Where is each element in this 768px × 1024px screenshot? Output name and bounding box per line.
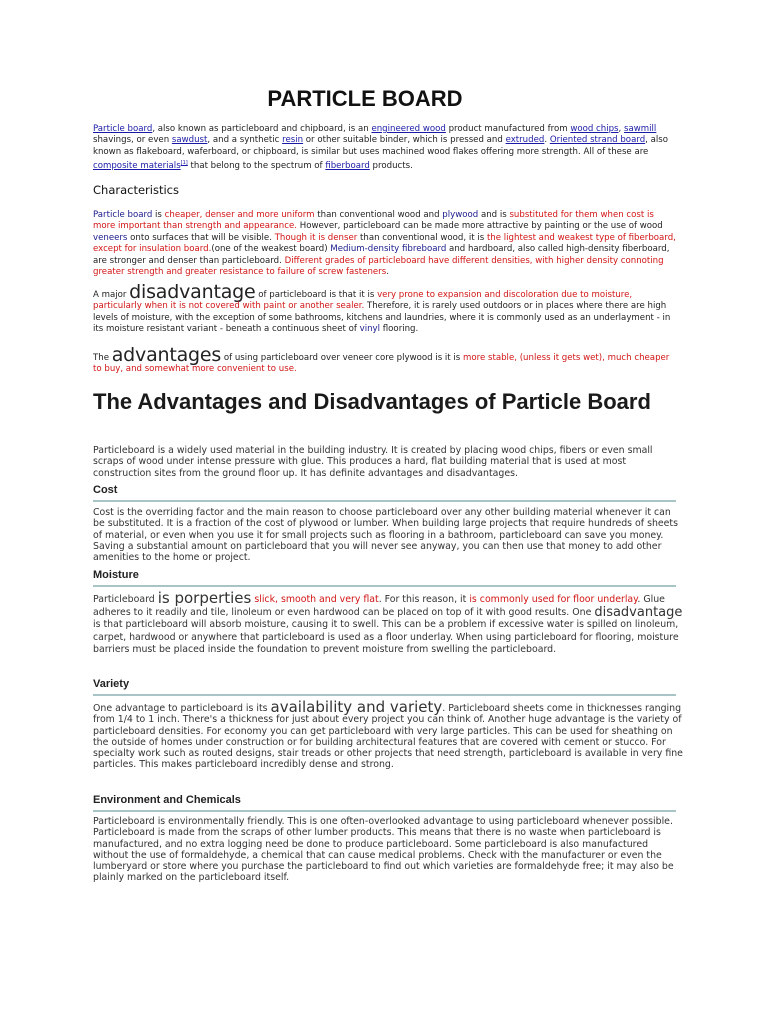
advantages-paragraph xyxy=(93,344,676,376)
disadvantage-paragraph xyxy=(93,281,676,336)
variety-span: . Particleboard sheets come in thicknesses ranging from 1/4 to 1 inch. There's a thickness for just about every project you can think of. Another huge advantage is the variety of particleboard densities. For economy you can get particleboard with very large particles. This can be used for sheathing on the outside of homes under construction or for building architectural features that are covered with cement or stucco. For specialty work such as routed designs, stair treads or other projects that need strength, particleboard is available in very fine particles. This makes particleboard incredibly dense and strong. xyxy=(93,703,683,771)
moisture-text xyxy=(93,589,683,657)
link-sawmill[interactable]: sawmill xyxy=(624,124,657,134)
moisture-span: is that particleboard will absorb moisture, causing it to swell. This can be a problem if excessive water is spilled on linoleum, carpet, hardwood or anywhere that particleboard is used as a floor underlay. When using particleboard for flooring, moisture barriers must be placed inside the foundation to prevent moisture from swelling the particleboard. xyxy=(93,619,679,656)
char-text: However, particleboard can be made more attractive by painting or the use of wood xyxy=(297,221,663,232)
moisture-heading: Moisture xyxy=(93,569,139,581)
link-particle-board[interactable]: Particle board xyxy=(93,124,153,134)
cost-text: Cost is the overriding factor and the main reason to choose particleboard over any other building material whenever it can be substituted. It is a fraction of the cost of plywood or lumber. When building large projects that require hundreds of sheets of material, or even when you use it for small projects such as flooring in a bathroom, particleboard can save you money. Saving a substantial amount on particleboard that you will never see anyway, you can then use that money to add other amenities to the home or project. xyxy=(93,507,678,564)
term-mdf: Medium-density fibreboard xyxy=(330,244,447,255)
environment-heading: Environment and Chemicals xyxy=(93,794,241,806)
highlight-text: cheaper, denser and more uniform xyxy=(164,210,315,220)
variety-text xyxy=(93,698,683,771)
term-plywood: plywood xyxy=(442,210,479,220)
link-wood-chips[interactable]: wood chips xyxy=(570,124,619,134)
adv-text: of using particleboard over veneer core plywood is it is xyxy=(221,353,463,363)
highlight-text: more stable, (unless it gets wet), much cheaper to buy, and somewhat more convenient to use. xyxy=(93,353,670,375)
environment-text: Particleboard is environmentally friendly. This is one often-overlooked advantage to using particleboard whenever possible. Particleboard is made from the scraps of other lumber products. This means that there is no waste when particleboard is manufactured, and no extra logging need be done to produce particleboard. Some particleboard is also manufactured without the use of formaldehyde, a chemical that can cause medical problems. Check with the manufacturer or even the lumberyard or store where you purchase the particleboard to find out which varieties are formaldehyde free; it may also be plainly marked on the particleboard itself. xyxy=(93,816,674,884)
char-text: and is xyxy=(478,210,510,220)
moisture-span: Particleboard xyxy=(93,594,158,605)
characteristics-heading: Characteristics xyxy=(93,183,179,197)
char-text: is xyxy=(152,210,165,220)
intro-text: , also known as particleboard and chipboard, is an xyxy=(152,124,372,134)
intro-text: , also known as flakeboard, waferboard, or chipboard, is similar but uses machined wood flakes offering more strength. All of these are xyxy=(93,135,669,157)
intro-paragraph xyxy=(93,124,676,172)
link-sawdust[interactable]: sawdust xyxy=(171,135,208,146)
intro-text: , xyxy=(618,124,625,134)
highlight-text: slick, smooth and very flat xyxy=(254,594,379,605)
highlight-text: substituted for them when cost is more important than strength and appearance. xyxy=(93,210,654,232)
highlight-text: Different grades of particleboard have different densities, with higher density connoting greater strength and greater resistance to failure of screw fasteners xyxy=(93,255,664,278)
link-engineered-wood[interactable]: engineered wood xyxy=(371,124,446,134)
disadv-text: of particleboard is that it is xyxy=(255,290,378,300)
availability-large-text: availability and variety xyxy=(270,698,443,716)
article-heading: The Advantages and Disadvantages of Particle Board xyxy=(93,389,651,414)
disadvantage-large-word: disadvantage xyxy=(129,281,256,303)
term-particle-board: Particle board xyxy=(93,210,153,220)
char-text: . xyxy=(386,267,389,278)
intro-text: or other suitable binder, which is pressed and xyxy=(303,135,506,146)
intro-text: , and a synthetic xyxy=(207,135,283,146)
char-text: onto surfaces that will be visible. xyxy=(127,232,275,243)
char-text: (one of the weakest board) xyxy=(211,244,331,255)
variety-heading: Variety xyxy=(93,678,130,690)
adv-text: The xyxy=(93,353,112,363)
moisture-span: . For this reason, it xyxy=(378,594,470,605)
article-intro: Particleboard is a widely used material in the building industry. It is created by placing wood chips, fibers or even small scraps of wood under intense pressure with glue. This produces a hard, flat building material that is used at most construction sites from the ground floor up. It has definite advantages and disadvantages. xyxy=(93,445,653,479)
link-fiberboard[interactable]: fiberboard xyxy=(325,161,370,172)
characteristics-paragraph xyxy=(93,210,676,278)
section-divider xyxy=(93,585,676,587)
highlight-text: is commonly used for floor underlay xyxy=(469,594,638,605)
disadv-text: A major xyxy=(93,290,130,300)
char-text: than conventional wood and xyxy=(314,210,443,220)
variety-span: One advantage to particleboard is its xyxy=(93,703,271,714)
intro-text: that belong to the spectrum of xyxy=(187,161,326,172)
section-divider xyxy=(93,694,676,696)
section-divider xyxy=(93,500,676,502)
intro-text: product manufactured from xyxy=(445,124,571,134)
link-extruded[interactable]: extruded xyxy=(505,135,545,146)
intro-text: . xyxy=(544,135,550,146)
char-text: and hardboard, also called high-density fiberboard, are stronger and denser than particleboard. xyxy=(93,244,670,266)
disadvantage-large-text: disadvantage xyxy=(594,604,683,620)
highlight-text: the lightest and weakest type of fiberboard, except for insulation board. xyxy=(93,232,676,255)
intro-text: products. xyxy=(369,161,413,172)
advantages-large-word: advantages xyxy=(111,344,222,366)
section-divider xyxy=(93,810,676,812)
term-veneers: veneers xyxy=(93,232,128,243)
disadv-text: Therefore, it is rarely used outdoors or in places where there are high levels of moisture, with the exception of some bathrooms, kitchens and laundries, where it is commonly used as an underlayment - in its moisture resistant variant - beneath a continuous sheet of xyxy=(93,301,671,335)
highlight-text: very prone to expansion and discoloration due to moisture, particularly when it is not covered with paint or another sealer. xyxy=(93,290,633,312)
moisture-span: . Glue adheres to it readily and tile, linoleum or even hardwood can be placed on top of it with good results. One xyxy=(93,594,665,618)
term-vinyl: vinyl xyxy=(359,324,381,335)
page-title: PARTICLE BOARD xyxy=(267,86,463,111)
porperties-large-text: is porperties xyxy=(157,589,252,607)
char-text: than conventional wood, it is xyxy=(357,232,487,243)
citation-link[interactable]: [1] xyxy=(180,160,188,167)
intro-text: shavings, or even xyxy=(93,135,172,146)
link-oriented-strand-board[interactable]: Oriented strand board xyxy=(549,135,646,146)
cost-heading: Cost xyxy=(93,484,118,496)
link-composite-materials[interactable]: composite materials xyxy=(93,161,181,172)
disadv-text: flooring. xyxy=(380,324,419,335)
highlight-text: Though it is denser xyxy=(274,232,358,243)
link-resin[interactable]: resin xyxy=(282,135,304,146)
